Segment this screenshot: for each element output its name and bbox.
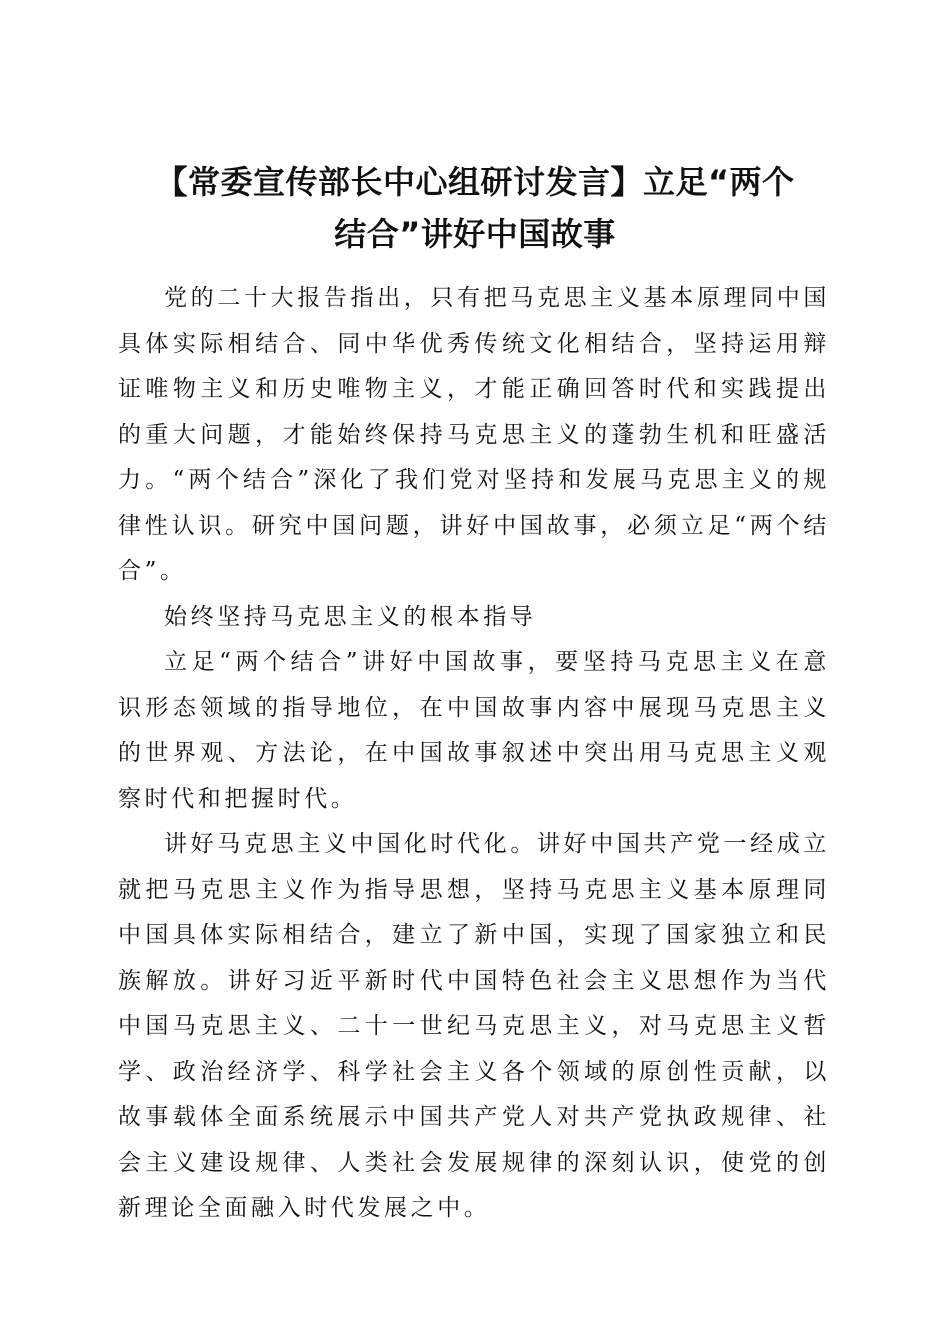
paragraph-guidance: 立足“两个结合”讲好中国故事，要坚持马克思主义在意识形态领域的指导地位，在中国故事内容中展现马克思主义的世界观、方法论，在中国故事叙述中突出用马克思主义观察时代和把握时代。 xyxy=(118,649,830,812)
section-heading: 始终坚持马克思主义的根本指导 xyxy=(164,603,537,630)
paragraph-sinicization: 讲好马克思主义中国化时代化。讲好中国共产党一经成立就把马克思主义作为指导思想，坚持马克思主义基本原理同中国具体实际相结合，建立了新中国，实现了国家独立和民族解放。讲好习近平新时代中国特色社会主义思想作为当代中国马克思主义、二十一世纪马克思主义，对马克思主义哲学、政治经济学、科学社会主义各个领域的原创性贡献，以故事载体全面系统展示中国共产党人对共产党执政规律、社会主义建设规律、人类社会发展规律的深刻认识，使党的创新理论全面融入时代发展之中。 xyxy=(118,831,830,1221)
title-line-1: 【常委宣传部长中心组研讨发言】立足“两个 xyxy=(155,163,795,202)
title-line-2: 结合”讲好中国故事 xyxy=(334,215,616,254)
document-title xyxy=(100,156,850,260)
document-body xyxy=(118,276,830,1232)
paragraph-intro: 党的二十大报告指出，只有把马克思主义基本原理同中国具体实际相结合、同中华优秀传统文化相结合，坚持运用辩证唯物主义和历史唯物主义，才能正确回答时代和实践提出的重大问题，才能始终保持马克思主义的蓬勃生机和旺盛活力。“两个结合”深化了我们党对坚持和发展马克思主义的规律性认识。研究中国问题，讲好中国故事，必须立足“两个结合”。 xyxy=(118,285,830,584)
